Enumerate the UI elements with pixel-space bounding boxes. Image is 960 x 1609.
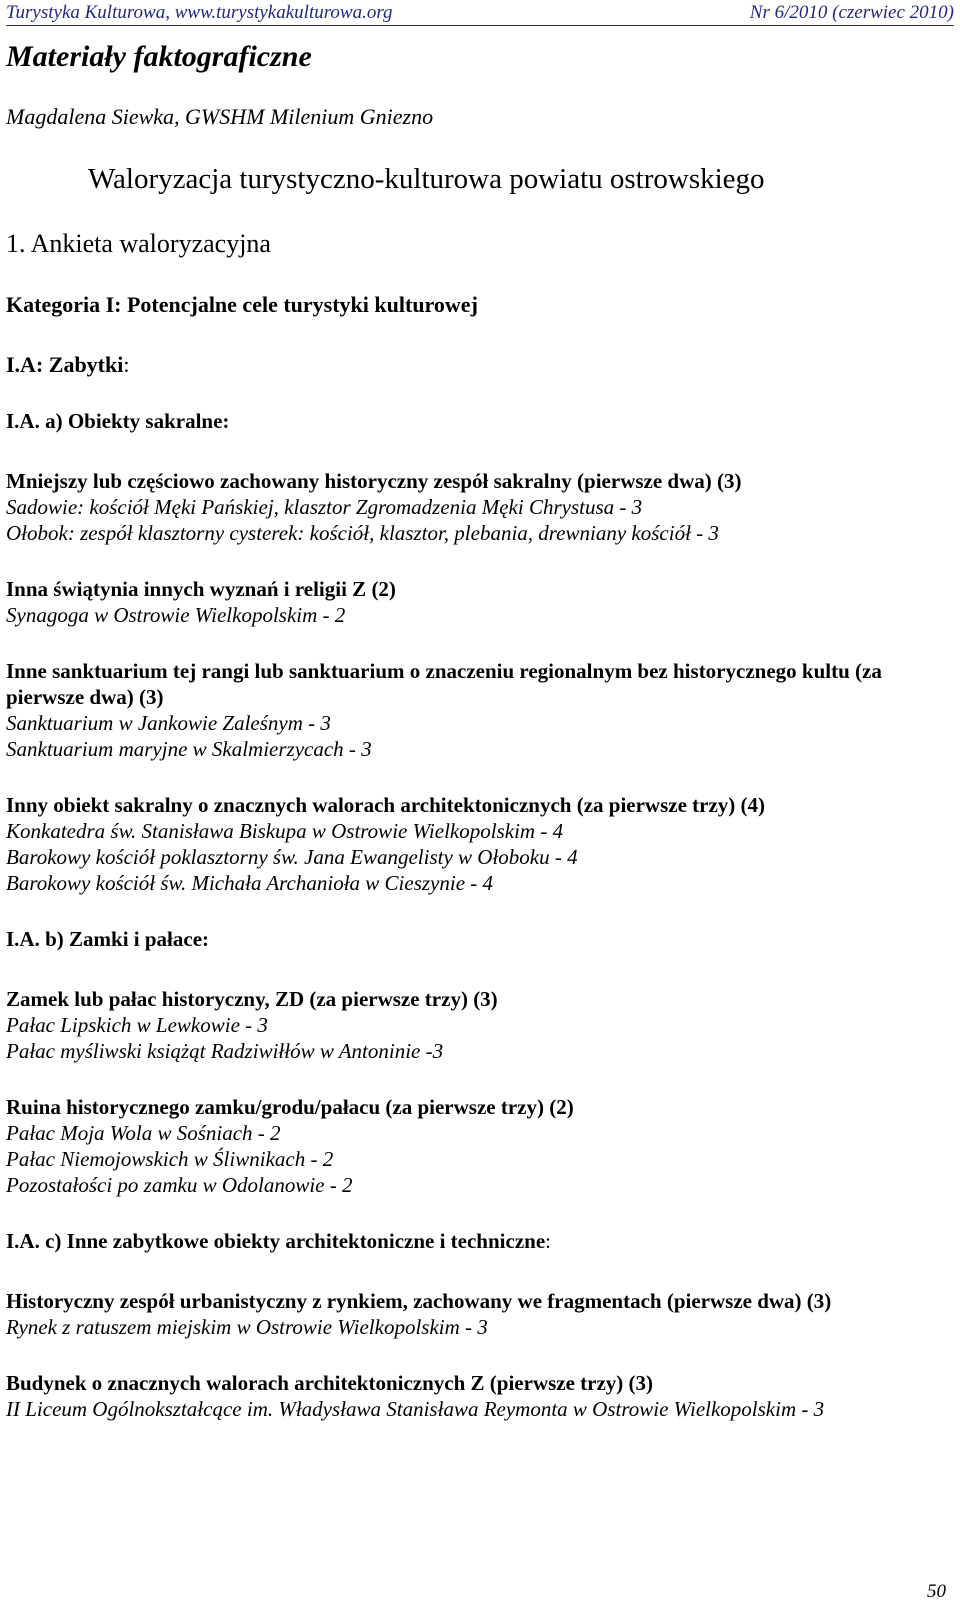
- object-item: Konkatedra św. Stanisława Biskupa w Ostrowie Wielkopolskim - 4: [6, 819, 564, 843]
- criterion-group: [6, 468, 946, 546]
- running-header: [6, 0, 954, 27]
- subsection-heading: [6, 1228, 946, 1254]
- zabytki-heading: [6, 352, 129, 378]
- criterion-line: Mniejszy lub częściowo zachowany historyczny zespół sakralny (pierwsze dwa) (3): [6, 469, 742, 493]
- object-item: Sanktuarium maryjne w Skalmierzycach - 3: [6, 737, 372, 761]
- criterion-group: [6, 986, 946, 1064]
- criterion-group: [6, 1370, 946, 1422]
- object-item: Synagoga w Ostrowie Wielkopolskim - 2: [6, 603, 346, 627]
- subsection-heading-text: I.A. c) Inne zabytkowe obiekty architektoniczne i techniczne: [6, 1229, 546, 1253]
- section-title: Materiały faktograficzne: [6, 40, 312, 73]
- object-item: Barokowy kościół poklasztorny św. Jana Ewangelisty w Ołoboku - 4: [6, 845, 578, 869]
- zabytki-label: I.A: Zabytki: [6, 352, 124, 377]
- header-divider: [6, 25, 954, 26]
- criterion-line: Ruina historycznego zamku/grodu/pałacu (za pierwsze trzy) (2): [6, 1095, 574, 1119]
- subsection-heading: [6, 926, 946, 952]
- object-item: Barokowy kościół św. Michała Archanioła w Cieszynie - 4: [6, 871, 494, 895]
- criterion-line: Inne sanktuarium tej rangi lub sanktuarium o znaczeniu regionalnym bez historycznego kultu (za pierwsze dwa) (3): [6, 659, 882, 709]
- subsection-heading-text: I.A. b) Zamki i pałace:: [6, 927, 210, 951]
- object-item: Sadowie: kościół Męki Pańskiej, klasztor Zgromadzenia Męki Chrystusa - 3: [6, 495, 643, 519]
- criterion-group: [6, 1288, 946, 1340]
- subsection-heading-text: I.A. a) Obiekty sakralne:: [6, 409, 230, 433]
- issue-info: Nr 6/2010 (czerwiec 2010): [749, 2, 954, 23]
- subsection-heading-trail: :: [545, 1229, 551, 1253]
- valuation-list: [6, 408, 946, 1452]
- object-item: II Liceum Ogólnokształcące im. Władysława Stanisława Reymonta w Ostrowie Wielkopolskim - 3: [6, 1397, 825, 1421]
- page-number: 50: [927, 1581, 946, 1602]
- criterion-line: Budynek o znacznych walorach architektonicznych Z (pierwsze trzy) (3): [6, 1371, 654, 1395]
- document-title: Waloryzacja turystyczno-kulturowa powiatu ostrowskiego: [88, 163, 765, 195]
- journal-name: Turystyka Kulturowa, www.turystykakulturowa.org: [6, 2, 393, 23]
- object-item: Pałac Niemojowskich w Śliwnikach - 2: [6, 1147, 334, 1171]
- criterion-group: [6, 1094, 946, 1198]
- subsection-heading: [6, 408, 946, 434]
- criterion-group: [6, 576, 946, 628]
- criterion-line: Zamek lub pałac historyczny, ZD (za pierwsze trzy) (3): [6, 987, 498, 1011]
- object-item: Sanktuarium w Jankowie Zaleśnym - 3: [6, 711, 331, 735]
- object-item: Rynek z ratuszem miejskim w Ostrowie Wielkopolskim - 3: [6, 1315, 488, 1339]
- criterion-line: Inna świątynia innych wyznań i religii Z (2): [6, 577, 396, 601]
- survey-heading: 1. Ankieta waloryzacyjna: [6, 229, 271, 258]
- author-line: Magdalena Siewka, GWSHM Milenium Gniezno: [6, 104, 434, 129]
- object-item: Pałac Moja Wola w Sośniach - 2: [6, 1121, 281, 1145]
- object-item: Pałac myśliwski książąt Radziwiłłów w Antoninie -3: [6, 1039, 444, 1063]
- object-item: Pałac Lipskich w Lewkowie - 3: [6, 1013, 268, 1037]
- object-item: Pozostałości po zamku w Odolanowie - 2: [6, 1173, 353, 1197]
- criterion-group: [6, 792, 946, 896]
- object-item: Ołobok: zespół klasztorny cysterek: kościół, klasztor, plebania, drewniany kościół - 3: [6, 521, 719, 545]
- category-heading: Kategoria I: Potencjalne cele turystyki kulturowej: [6, 292, 478, 317]
- criterion-group: [6, 658, 946, 762]
- criterion-line: Inny obiekt sakralny o znacznych walorach architektonicznych (za pierwsze trzy) (4): [6, 793, 766, 817]
- criterion-line: Historyczny zespół urbanistyczny z rynkiem, zachowany we fragmentach (pierwsze dwa) (3): [6, 1289, 832, 1313]
- zabytki-colon: :: [123, 352, 130, 377]
